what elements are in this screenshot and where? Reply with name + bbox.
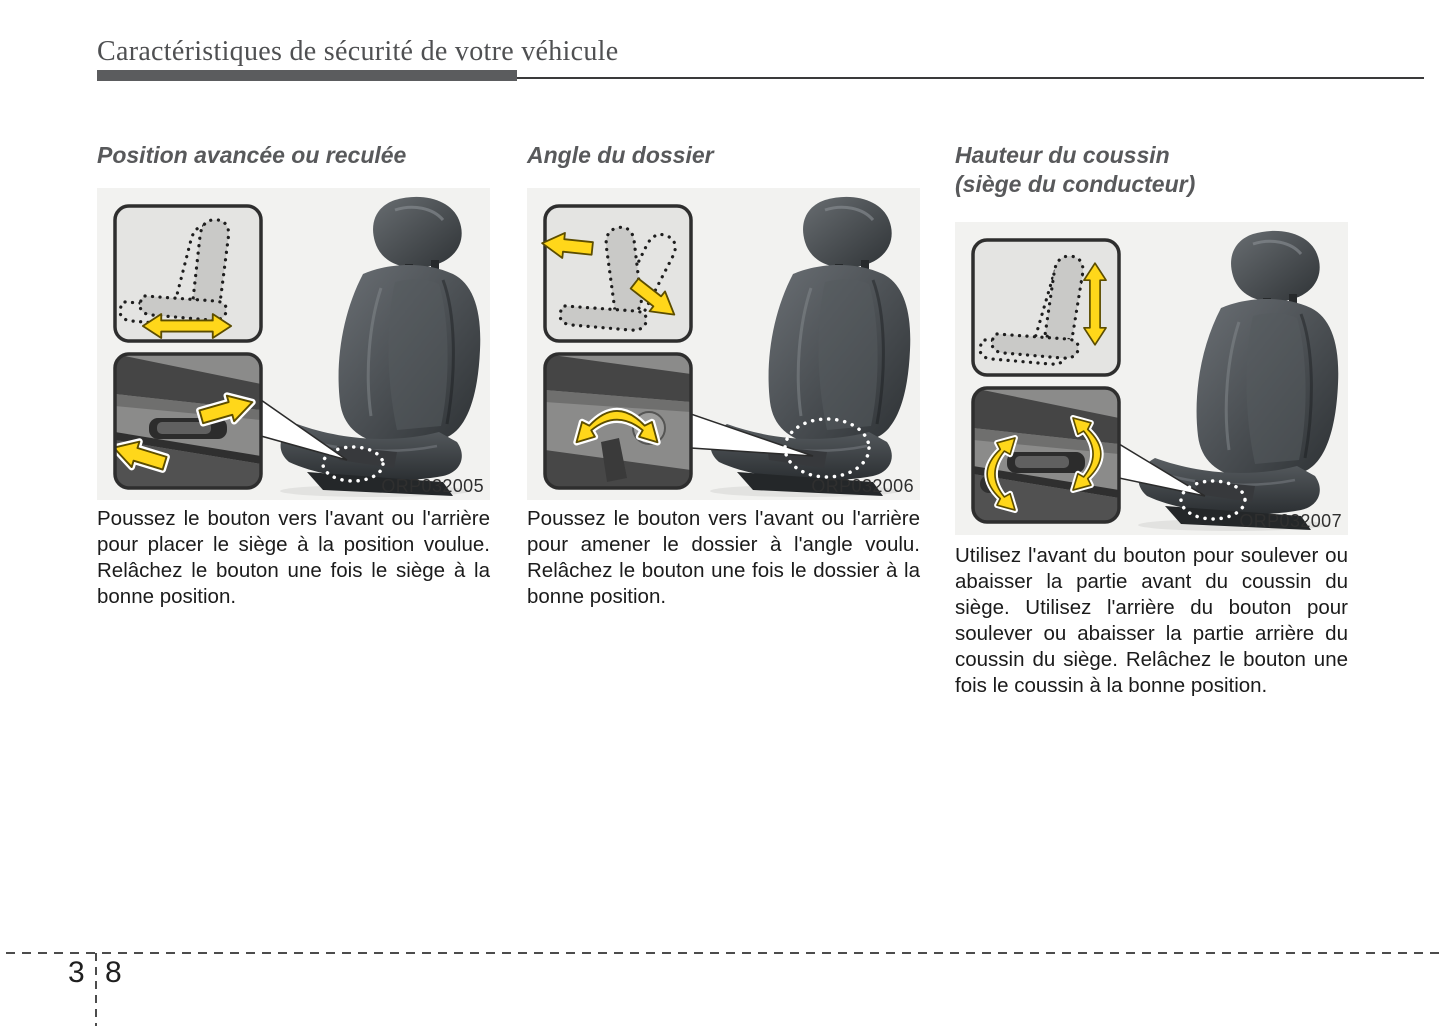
figure-cushion-height <box>955 222 1348 535</box>
height-switch-photo-inset <box>973 388 1119 522</box>
heading-seat-forward-backward: Position avancée ou reculée <box>97 142 407 168</box>
cushion-height-illustration <box>955 222 1348 535</box>
seatback-angle-illustration <box>527 188 920 500</box>
slide-switch-photo-inset <box>110 354 261 488</box>
title-underline-rule <box>517 77 1424 79</box>
heading-cushion-height-line1: Hauteur du coussin <box>955 142 1170 168</box>
footer-chapter-number: 3 <box>68 956 85 989</box>
figure-seat-forward-backward <box>97 188 490 500</box>
figure-seatback-angle <box>527 188 920 500</box>
footer-page-number: 8 <box>105 956 122 989</box>
figure-caption: ORP032006 <box>811 476 914 496</box>
recline-knob-photo-inset <box>545 354 691 488</box>
body-seat-forward-backward: Poussez le bouton vers l'avant ou l'arrière pour placer le siège à la position voulue. Relâchez le bouton une fois le siège à la bonne position. <box>97 507 490 608</box>
seatback-motion-inset <box>541 206 691 341</box>
seat-forward-backward-illustration <box>97 188 490 500</box>
figure-caption: ORP032007 <box>1239 511 1342 531</box>
figure-caption: ORP032005 <box>381 476 484 496</box>
title-underline-bar <box>97 70 517 81</box>
page-title: Caractéristiques de sécurité de votre véhicule <box>97 36 619 67</box>
body-cushion-height: Utilisez l'avant du bouton pour soulever ou abaisser la partie avant du coussin du siège. Utilisez l'arrière du bouton pour soulever ou abaisser la partie arrière du coussin du siège. Relâchez le bouton une fois le coussin à la bonne position. <box>955 544 1348 697</box>
footer-dashed-rule <box>6 952 1439 954</box>
heading-cushion-height-line2: (siège du conducteur) <box>955 171 1196 197</box>
heading-cushion-height <box>955 141 1355 199</box>
footer-vertical-dashed-rule <box>95 953 97 1026</box>
body-seatback-angle: Poussez le bouton vers l'avant ou l'arrière pour amener le dossier à l'angle voulu. Relâchez le bouton une fois le dossier à la bonne position. <box>527 507 920 608</box>
cushion-motion-inset <box>973 240 1119 375</box>
heading-seatback-angle: Angle du dossier <box>527 142 714 168</box>
seat-slide-motion-inset <box>115 206 261 341</box>
